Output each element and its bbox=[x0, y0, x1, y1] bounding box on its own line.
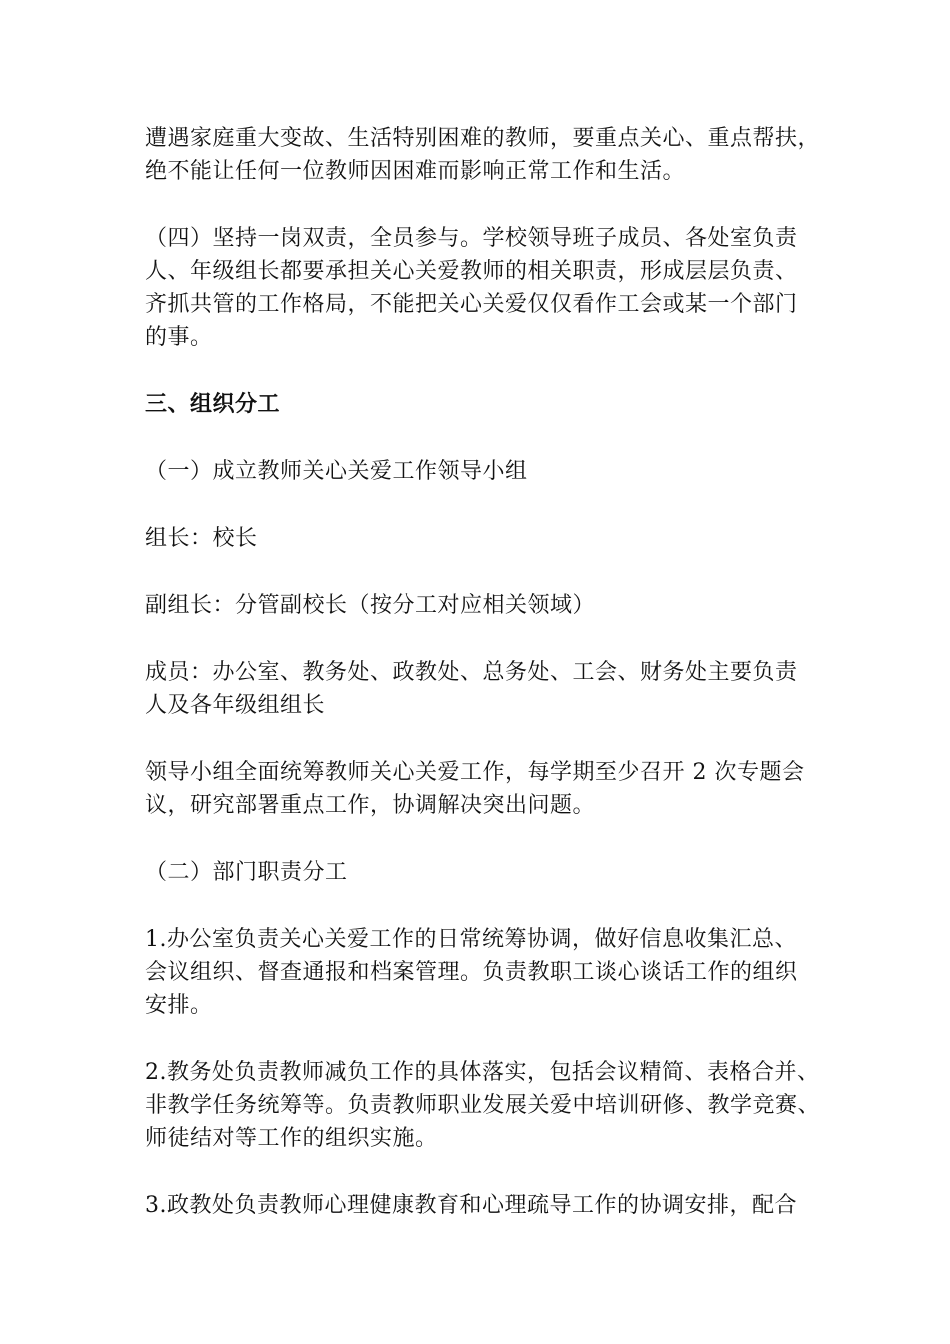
paragraph-line: 副组长：分管副校长（按分工对应相关领域） bbox=[145, 593, 596, 618]
paragraph-line: 师徒结对等工作的组织实施。 bbox=[145, 1126, 438, 1151]
paragraph-line: 3.政教处负责教师心理健康教育和心理疏导工作的协调安排，配合 bbox=[145, 1193, 797, 1218]
paragraph-line: 会议组织、督查通报和档案管理。负责教职工谈心谈话工作的组织 bbox=[145, 960, 798, 985]
paragraph-line: 人、年级组长都要承担关心关爱教师的相关职责，形成层层负责、 bbox=[145, 259, 798, 284]
paragraph-line: 2.教务处负责教师减负工作的具体落实，包括会议精简、表格合并、 bbox=[145, 1060, 820, 1085]
paragraph-line: 安排。 bbox=[145, 993, 213, 1018]
section-heading: 三、组织分工 bbox=[145, 392, 281, 417]
paragraph-line: 人及各年级组组长 bbox=[145, 693, 326, 718]
paragraph-line: 领导小组全面统筹教师关心关爱工作，每学期至少召开 2 次专题会 bbox=[145, 760, 805, 785]
paragraph-line: 1.办公室负责关心关爱工作的日常统筹协调，做好信息收集汇总、 bbox=[145, 927, 797, 952]
paragraph-line: 议，研究部署重点工作，协调解决突出问题。 bbox=[145, 793, 596, 818]
paragraph-line: 的事。 bbox=[145, 325, 213, 350]
paragraph-line: 非教学任务统筹等。负责教师职业发展关爱中培训研修、教学竞赛、 bbox=[145, 1093, 821, 1118]
paragraph-line: 成员：办公室、教务处、政教处、总务处、工会、财务处主要负责 bbox=[145, 660, 798, 685]
paragraph-line: 齐抓共管的工作格局，不能把关心关爱仅仅看作工会或某一个部门 bbox=[145, 292, 798, 317]
paragraph-line: 遭遇家庭重大变故、生活特别困难的教师，要重点关心、重点帮扶， bbox=[145, 126, 821, 151]
paragraph-line: 组长：校长 bbox=[145, 526, 258, 551]
paragraph-line: 绝不能让任何一位教师因困难而影响正常工作和生活。 bbox=[145, 159, 686, 184]
subsection-heading: （二）部门职责分工 bbox=[145, 860, 348, 885]
subsection-heading: （一）成立教师关心关爱工作领导小组 bbox=[145, 459, 528, 484]
paragraph-line: （四）坚持一岗双责，全员参与。学校领导班子成员、各处室负责 bbox=[145, 226, 798, 251]
